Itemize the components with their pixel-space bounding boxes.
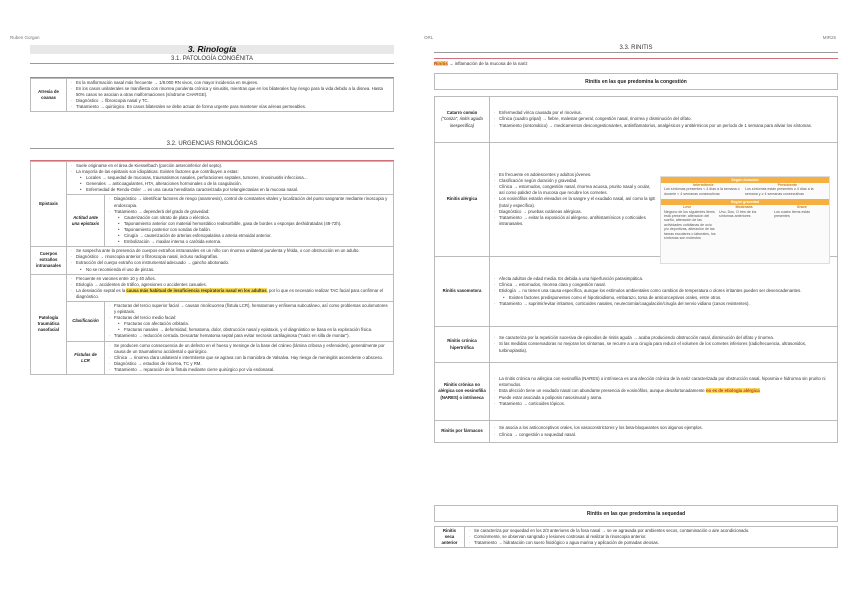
seca-label: Rinitis seca anterior [435,527,465,548]
aria-moderada: Moderada [735,205,753,210]
pato-line: · Etiología → accidentes de tráfico, agresiones o accidentes casuales. [70,282,390,288]
vaso-line: · Afecta adultos de edad media. Es debida a una hiperfunción parasimpática. [493,276,834,282]
fistulas-label: Fístulas de LCR [67,341,105,374]
farmacos-label: Rinitis por fármacos [435,421,490,443]
clas-sub: • Fracturas con afectación orbitaria. [108,321,390,327]
fis-line: · Tratamiento → reparación de la fístula mediante cierre quirúrgico por vía endonasal. [108,367,390,373]
catarro-synonyms: ("coriza", rinitis aguda inespecífica) [441,116,483,128]
pato-l3a: La desviación septal es la [76,287,126,293]
nares-highlight: no es de etiología alérgica [705,388,760,394]
aria-persistente: Persistente [777,183,797,187]
urgencias-table [30,161,394,375]
treat-item: • Embolización → maxilar interna o carótida externa. [108,239,390,245]
vaso-line: · Clínica → estornudos, rinorrea clara y congestión nasal. [493,282,834,288]
alergica-line: · Clínica → estornudos, congestión nasal, rinorrea acuosa, prurito nasal y ocular, así como palidez de la mucosa que recubre los cornetes. [493,184,657,196]
vaso-line: · Tratamiento → suprimir/evitar irritantes, corticoides nasales, neurectomía/coagulación/cirugía del nervio vidiano (casos resistentes). [493,301,834,307]
treat-item: • Taponamiento posterior con sondas de balón. [108,227,390,233]
aria-leve: Leve [683,205,692,210]
nares-line: · Puede estar asociada a poliposis nasosinusal y asma. [493,395,834,401]
epistaxis-factor: • Enfermedad de Rendu-Osler → es una causa hereditaria caracterizada por telangiectasias en la mucosa nasal. [70,187,390,193]
section-title-congenita: 3.1. PATOLOGÍA CONGÉNITA [30,56,394,64]
congestion-title: Rinitis en las que predomina la congestión [434,73,838,90]
treat-item: • Cauterización con nitrato de plata o eléctrica. [108,215,390,221]
catarro-line: · Tratamiento (sintomático) → medicamentos descongestionantes, antiinflamatorios, analgésicos y antitérmicos por un período de 1 semana para aliviar los síntomas. [493,123,834,129]
seca-line: · Comúnmente, se observan sangrado y lesiones costrosas al realizar la rinoscopia anterior. [468,534,834,540]
aria-leve-text: Ninguno de los siguientes items está presente: alteración del sueño, alteración de las actividades cotidianas de ocio y/o deportivas, alteración de las tareas escolares o laborales, los síntomas son molestos [664,209,716,241]
catarro-line: · Enfermedad vírica causada por el rinovirus. [493,110,834,116]
vaso-line: · Etiología → no tienen una causa específica, aunque los estímulos ambientales como cambios de temperatura o olores irritantes pueden ser desencadenantes. [493,288,834,294]
pato-line: · Frecuente en varones entre 10 y 40 años. [70,276,390,282]
pato-highlight: causa más habitual de insuficiencia respiratoria nasal en los adultos [126,287,267,293]
treat-item: • Cirugía → cauterización de arterias esfenopalatina o arteria etmoidal anterior. [108,233,390,239]
cuerpos-sub: • No se recomienda el uso de pinzas. [70,267,390,273]
fis-line: · Diagnóstico → estudios de rinorrea, TC y RM. [108,361,390,367]
vaso-sub: • Existen factores predisponentes como el hipotiroidismo, embarazo, toma de anticonceptivos orales, entre otros. [493,295,834,301]
catarro-line: · Clínica (cuadro gripal) → fiebre, malestar general, congestión nasal, rinorrea y disminución del olfato. [493,116,834,122]
aria-classification [660,176,830,264]
rinitis-rule [434,58,838,59]
epistaxis-treat: · Tratamiento → dependerá del grado de gravedad: [108,209,390,215]
atresia-line: · Es la malformación nasal más frecuente → 1/8.000 RN vivos, con mayor incidencia en mujeres. [70,80,390,86]
alergica-line: · Los eosinófilos estarán elevados en la sangre y el exudado nasal, así como la IgE (total y específica). [493,196,657,208]
epistaxis-diag: · Diagnóstico → identificar factores de riesgo (anamnesis), control de constantes vitales y localización del punto sangrante mediante rinoscopia y endoscopia. [108,196,390,208]
epistaxis-label: Epistaxis [31,162,67,247]
alergica-label: Rinitis alérgica [435,143,490,257]
atresia-label: Atresia de coanas [31,79,67,112]
code-header: MIR25 [822,35,836,40]
rinitis-section-title: 3.3. RINITIS [434,45,838,53]
treat-item: • Taponamiento anterior con material hemostático reabsorbible, gasa de bordes o esponjas deshidratadas (48-72h). [108,221,390,227]
cuerpos-line: · Se sospecha ante la presencia de cuerpos extraños intranasales en un niño con rinorrea unilateral purulenta y fétida, o con obstrucción en un adulto. [70,248,390,254]
clasificacion-label: Clasificación [67,301,105,341]
congestion-table [434,96,838,443]
nares-l2a: Esta afección tiene un exudado nasal con abundante presencia de eosinófilos, aunque desafortunadamente [499,388,705,394]
rinitis-intro [434,61,528,66]
hiper-line: · Si las medidas conservadoras no mejoran los síntomas, se recurre a una cirugía para reducir el volumen de los cornetes inferiores (radiofrecuencia, ultrasonidos, turbinoplastia). [493,341,834,353]
nares-label: Rinitis crónica no alérgica con eosinofilia (NARES) o intrínseca [435,363,490,421]
farm-line: · Clínica → congestión o sequedad nasal. [493,432,834,438]
author-header: Ruben Gorgan [10,35,40,40]
right-page [424,0,848,599]
section-header: ORL [424,35,434,40]
aria-duration-header: Según duración [661,177,829,183]
nares-line: · La rinitis crónica no alérgica con eosinofilia (NARES) o intrínseca es una afección crónica de la nariz caracterizada por obstrucción nasal, hiposmia e hidrorrea sin prurito ni estornudos. [493,376,834,388]
epistaxis-line: · Suele originarse en el área de Kiesselbach (porción anteroinferior del septo). [70,163,390,169]
cuerpos-label: Cuerpos extraños intranasales [31,247,67,274]
pato-l3c: , por lo que es necesario realizar TAC facial para confirmar el diagnóstico. [76,287,383,299]
clas-line: · Fracturas del tercio superior facial → causan rinolicuorrea (fístula LCR), hematomas y enfisema subcutáneo, así como problemas oculomotores y epistaxis. [108,303,390,315]
fis-line: · Se producen como consecuencia de un defecto en el hueso y meninge de la base del cráneo (lámina cribosa y esfenoides), generalmente por causa de un traumatismo accidental o quirúrgico. [108,343,390,355]
atresia-line: · Diagnóstico → fibroscopia nasal y TC. [70,98,390,104]
rinitis-word: Rinitis [434,61,448,66]
aria-int-text: Los síntomas presentes < 4 días a la semana o durante < 4 semanas consecutivas [664,187,740,196]
sequedad-table [434,526,838,548]
epistaxis-factor: • Locales → sequedad de mucosas, traumatismos nasales, perforaciones septales, tumores, rinosinusitis infecciosa… [70,175,390,181]
aria-grave-text: Los cuatro items están presentes [774,209,811,219]
catarro-label [435,97,490,143]
pato-label: Patología traumática nasofacial [31,274,67,374]
nares-line: · Tratamiento → corticoides tópicos. [493,401,834,407]
section-title-urgencias: 3.2. URGENCIAS RINOLÓGICAS [30,141,394,149]
clas-line: · Fracturas del tercio medio facial: [108,315,390,321]
catarro-name: Catarro común [446,110,478,116]
rinitis-def: → inflamación de la mucosa de la nariz [449,61,528,66]
aria-intermitente: Intermitente [693,183,714,187]
epistaxis-line: · La mayoría de las epistaxis son idiopáticas. Existen factores que contribuyen a estas: [70,169,390,175]
atresia-line: · En los casos unilaterales se manifiesta con rinorrea purulenta crónica y sinusitis, mientras que en los bilaterales hay riesgo para la vida debido a la disnea. Hasta 50% casos se asocian a otras malformaciones (síndrome CHARGE). [70,86,390,98]
atresia-table [30,78,394,112]
atresia-line: · Tratamiento → quirúrgico. En casos bilaterales se debe actuar de forma urgente para mantener vías aéreas permeables. [70,104,390,110]
cuerpos-line: · Extracción del cuerpo extraño con instrumental adecuado → gancho abotonado. [70,260,390,266]
pato-line [70,288,390,300]
aria-mod-text: Uno, Dos, O tres de los síntomas anteriores [719,209,757,219]
alergica-line: · Es frecuente en adolescentes y adultos jóvenes. [493,172,657,178]
vasomotora-label: Rinitis vasomotora [435,257,490,327]
fis-line: · Clínica → rinorrea clara unilateral e intermitente que se agrava con la maniobra de Valsalva. Hay riesgo de meningitis ascendente o absceso. [108,355,390,361]
hipertrofica-label: Rinitis crónica hipertrófica [435,327,490,363]
seca-line: · Tratamiento → hidratación con suero fisiológico o agua marina y aplicación de pomadas oleosas. [468,540,834,546]
seca-line: · Se caracteriza por sequedad en los 2/3 anteriores de la fosa nasal → se ve agravada por ambientes secos, contaminación o aire acondicionado. [468,528,834,534]
farm-line: · Se asocia a los anticonceptivos orales, los vasoconstrictores y los beta-bloqueantes son algunos ejemplos. [493,425,834,431]
cuerpos-line: · Diagnóstico → rinoscopia anterior o fibroscopia nasal, incluso radiografías. [70,254,390,260]
aria-grave: Grave [796,205,807,210]
sequedad-title: Rinitis en las que predomina la sequedad [434,505,838,522]
aria-per-text: Los síntomas están presentes ≥ 4 días a la semana y ≥ 4 semanas consecutivas [745,187,814,196]
alergica-line: · Clasificación según duración y gravedad. [493,178,657,184]
alergica-line: · Tratamiento → evitar la exposición al alérgeno, antihistamínicos y corticoides intranasales. [493,215,657,227]
alergica-line: · Diagnóstico → pruebas cutáneas alérgicas. [493,209,657,215]
hiper-line: · Se caracteriza por la repetición sucesiva de episodios de rinitis aguda → acaba produciendo obstrucción nasal, disminución del olfato y rinorrea. [493,335,834,341]
clas-sub: • Fracturas nasales → deformidad, hematoma, dolor, obstrucción nasal y epistaxis, y el diagnóstico se basa en la exploración física. [108,327,390,333]
chapter-title: 3. Rinología [30,45,394,54]
clas-line: · Tratamiento → reducción cerrada. Descartar hematoma septal para evitar necrosis cartilaginosa ("nariz en silla de montar"). [108,333,390,339]
epistaxis-sublabel: Actitud ante una epistaxis [67,195,105,247]
epistaxis-factor: • Generales → anticoagulantes, HTA, alteraciones hormonales o de la coagulación. [70,181,390,187]
aria-severity-header: Según gravedad [661,199,829,205]
